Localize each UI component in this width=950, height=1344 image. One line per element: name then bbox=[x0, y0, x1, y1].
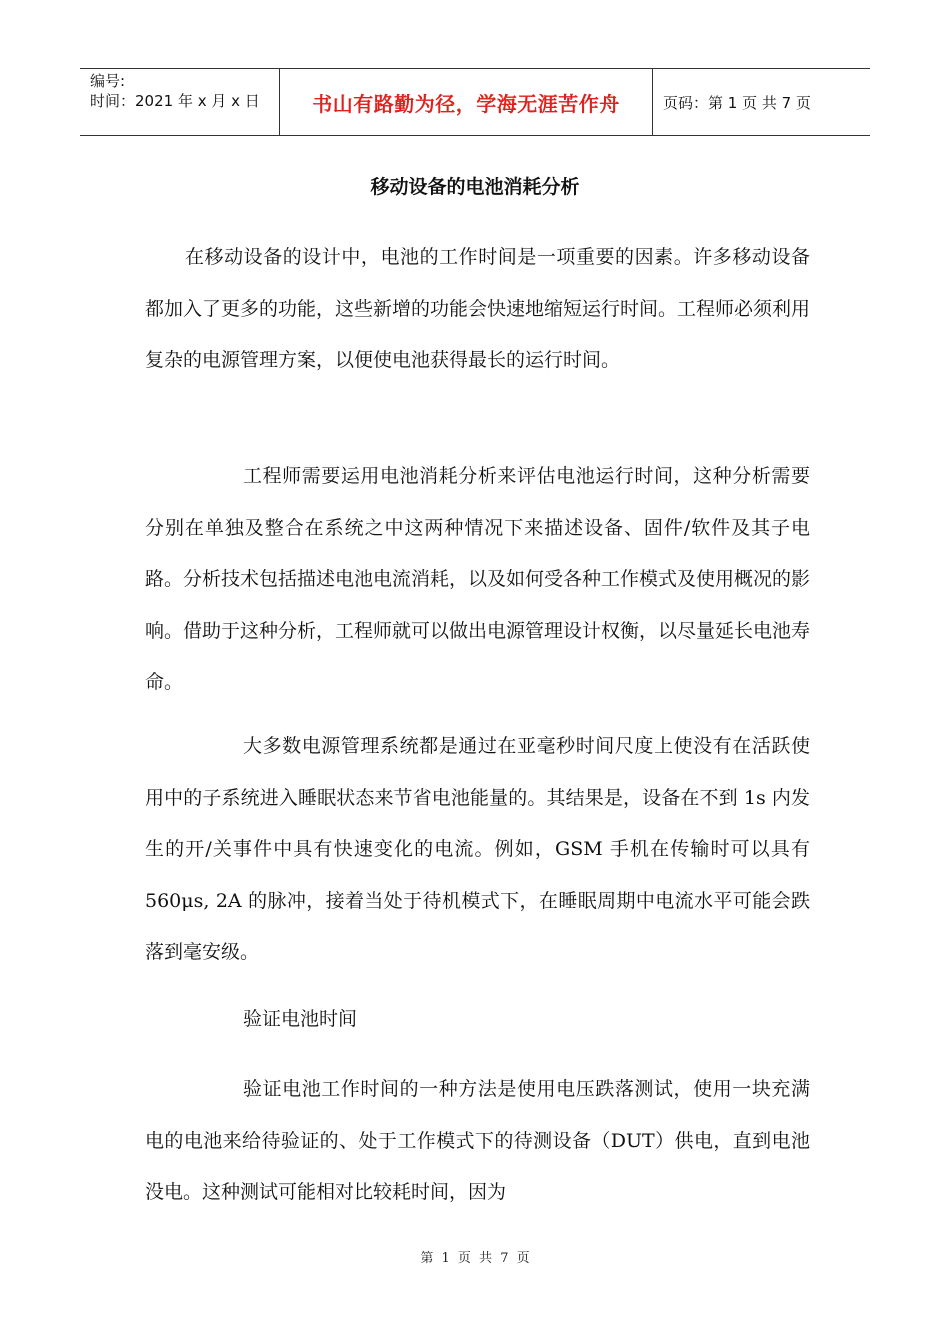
paragraph-analysis: 工程师需要运用电池消耗分析来评估电池运行时间，这种分析需要分别在单独及整合在系统之中这两种情况下来描述设备、固件/软件及其子电路。分析技术包括描述电池电流消耗，以及如何受各种工作模式及使用概况的影响。借助于这种分析，工程师就可以做出电源管理设计权衡，以尽量延长电池寿命。 bbox=[145, 465, 811, 693]
paragraph-verify: 验证电池工作时间的一种方法是使用电压跌落测试，使用一块充满电的电池来给待验证的、处于工作模式下的待测设备（DUT）供电，直到电池没电。这种测试可能相对比较耗时间，因为 bbox=[145, 1078, 810, 1203]
document-body-5 bbox=[145, 1064, 810, 1219]
section-heading-verify: 验证电池时间 bbox=[243, 1008, 358, 1030]
document-body-3 bbox=[145, 721, 810, 979]
header-table bbox=[80, 68, 870, 136]
header-page-info: 页码：第 1 页 共 7 页 bbox=[663, 93, 811, 112]
page-footer: 第 1 页 共 7 页 bbox=[420, 1251, 530, 1266]
header-motto: 书山有路勤为径，学海无涯苦作舟 bbox=[280, 69, 653, 135]
paragraph-power-management: 大多数电源管理系统都是通过在亚毫秒时间尺度上使没有在活跃使用中的子系统进入睡眠状态来节省电池能量的。其结果是，设备在不到 1s 内发生的开/关事件中具有快速变化的电流。例如，GSM 手机在传输时可以具有 560μs, 2A 的脉冲，接着当处于待机模式下，在睡眠周期中电流水平可能会跌落到毫安级。 bbox=[145, 735, 810, 963]
document-body-2 bbox=[145, 451, 810, 709]
document-body bbox=[145, 232, 810, 387]
serial-label: 编号: bbox=[90, 72, 126, 90]
document-body-4 bbox=[145, 994, 810, 1046]
paragraph-intro: 在移动设备的设计中，电池的工作时间是一项重要的因素。许多移动设备都加入了更多的功能，这些新增的功能会快速地缩短运行时间。工程师必须利用复杂的电源管理方案，以便使电池获得最长的运行时间。 bbox=[145, 246, 811, 371]
header-meta bbox=[80, 69, 280, 135]
date-label: 时间：2021 年 x 月 x 日 bbox=[90, 92, 260, 110]
document-title: 移动设备的电池消耗分析 bbox=[370, 176, 580, 198]
